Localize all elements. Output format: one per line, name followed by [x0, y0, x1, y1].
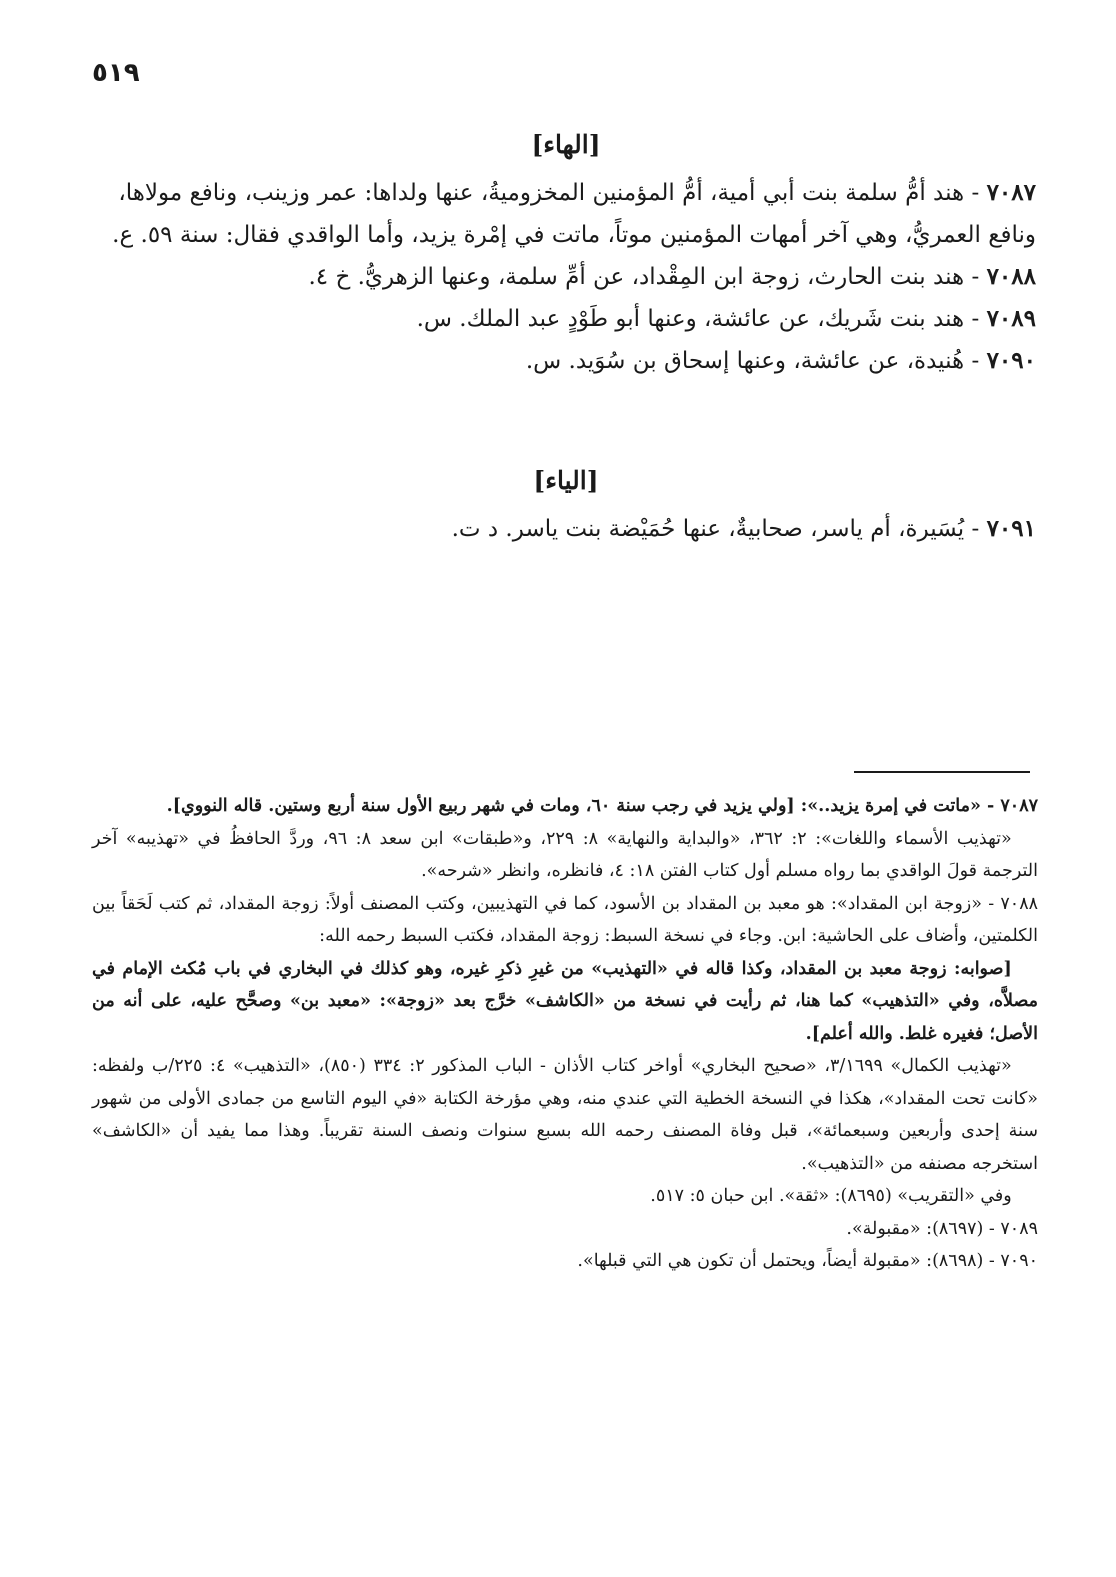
footnote-7090: ٧٠٩٠ - (٨٦٩٨): «مقبولة أيضاً، ويحتمل أن تكون هي التي قبلها».: [577, 1251, 1038, 1271]
entry-dash: -: [964, 516, 980, 542]
entry-number: ٧٠٩١: [986, 515, 1036, 542]
entry-7090: [96, 340, 1036, 382]
entry-text: هند بنت شَريك، عن عائشة، وعنها أبو طَوْدٍ عبد الملك. س.: [416, 306, 965, 332]
entry-7089: [96, 298, 1036, 340]
footnotes: [92, 790, 1038, 1278]
entry-text: هند أمُّ سلمة بنت أبي أمية، أمُّ المؤمنين المخزوميةُ، عنها ولداها: عمر وزينب، ونافع مولاها، ونافع العمريُّ، وهي آخر أمهات المؤمنين موتاً، ماتت في إمْرة يزيد، وأما الواقدي فقال: سنة ٥٩. ع.: [112, 180, 1036, 248]
page-number: ٥١٩: [92, 58, 140, 88]
footnote-7089: ٧٠٨٩ - (٨٦٩٧): «مقبولة».: [846, 1218, 1038, 1239]
footnote-7088-taqrib: وفي «التقريب» (٨٦٩٥): «ثقة». ابن حبان ٥: ٥١٧.: [650, 1186, 1012, 1206]
footnote-7087-note: ٧٠٨٧ - «ماتت في إمرة يزيد..»: [ولي يزيد في رجب سنة ٦٠، ومات في شهر ربيع الأول سنة أربع وستين. قاله النووي].: [166, 796, 1038, 816]
entry-dash: -: [964, 180, 980, 206]
entry-7091: [96, 508, 1036, 550]
footnote-separator: [854, 771, 1030, 773]
section-heading-yaa: [الياء]: [533, 466, 599, 495]
section-spacer: [96, 382, 1036, 462]
footnote-7088-note: ٧٠٨٨ - «زوجة ابن المقداد»: هو معبد بن المقداد بن الأسود، كما في التهذيبين، وكتب المصنف أولاً: زوجة المقداد، ثم كتب لَحَقاً بين الكلمتين، وأضاف على الحاشية: ابن. وجاء في نسخة السبط: زوجة المقداد، فكتب السبط رحمه الله:: [92, 893, 1038, 946]
entry-text: يُسَيرة، أم ياسر، صحابيةٌ، عنها حُمَيْضة بنت ياسر. د ت.: [451, 516, 965, 542]
entry-text: هند بنت الحارث، زوجة ابن المِقْداد، عن أمِّ سلمة، وعنها الزهريُّ. خ ٤.: [308, 264, 965, 290]
entry-7087: [96, 172, 1036, 256]
footnote-7088-sibt-quote: [صوابه: زوجة معبد بن المقداد، وكذا قاله في «التهذيب» من غيرِ ذكرِ غيره، وهو كذلك في البخاري في باب مُكث الإمام في مصلاَّه، وفي «التذهيب» كما هنا، ثم رأيت في نسخة من «الكاشف» خرَّج بعد «زوجة»: «معبد بن» وصحَّح عليه، على أنه من الأصل؛ فغيره غلط. والله أعلم].: [92, 958, 1038, 1044]
entry-dash: -: [964, 306, 980, 332]
entry-7088: [96, 256, 1036, 298]
section-heading-haa: [الهاء]: [531, 130, 601, 159]
main-text: [96, 126, 1036, 550]
footnote-7087-sources: «تهذيب الأسماء واللغات»: ٢: ٣٦٢، «والبداية والنهاية» ٨: ٢٢٩، و«طبقات» ابن سعد ٨: ٩٦، وردَّ الحافظُ في «تهذيبه» آخر الترجمة قولَ الواقدي بما رواه مسلم أول كتاب الفتن ١٨: ٤، فانظره، وانظر «شرحه».: [92, 828, 1038, 881]
entry-number: ٧٠٨٨: [986, 263, 1036, 290]
entry-number: ٧٠٨٧: [986, 179, 1036, 206]
entry-dash: -: [964, 264, 980, 290]
entry-number: ٧٠٨٩: [986, 305, 1036, 332]
entry-number: ٧٠٩٠: [986, 347, 1036, 374]
entry-text: هُنيدة، عن عائشة، وعنها إسحاق بن سُوَيد. س.: [525, 348, 965, 374]
footnote-7088-sources: «تهذيب الكمال» ٣/١٦٩٩، «صحيح البخاري» أواخر كتاب الأذان - الباب المذكور ٢: ٣٣٤ (٨٥٠)، «التذهيب» ٤: ٢٢٥/ب ولفظه: «كانت تحت المقداد»، هكذا في النسخة الخطية التي عندي منه، وهي مؤرخة الكتابة «في اليوم التاسع من جمادى الأولى من شهور سنة إحدى وأربعين وسبعمائة»، قبل وفاة المصنف رحمه الله بسبع سنوات ونصف السنة تقريباً. وهذا مما يفيد أن «الكاشف» استخرجه مصنفه من «التذهيب».: [92, 1056, 1038, 1174]
entry-dash: -: [964, 348, 980, 374]
